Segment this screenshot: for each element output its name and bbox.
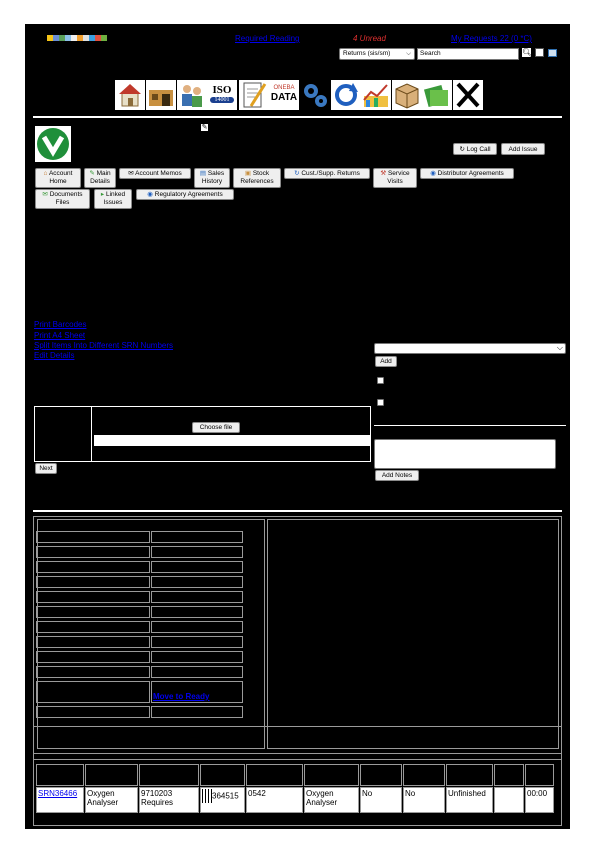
table-header-cell	[246, 764, 303, 786]
tab-icon: ↻	[294, 170, 300, 177]
detail-value-cell	[151, 636, 243, 648]
table-header-cell	[200, 764, 245, 786]
returns-select-value: Returns (sis/sm)	[343, 50, 391, 57]
tab-cust-supp-returns[interactable]	[284, 168, 370, 179]
company-logo	[35, 126, 71, 162]
tab-icon: ✉	[128, 170, 134, 177]
log-call-label: Log Call	[466, 146, 491, 153]
tab-distributor-agreements[interactable]	[420, 168, 514, 179]
detail-label-cell	[36, 591, 150, 603]
items-table-top	[33, 759, 562, 760]
tab-documents-files[interactable]	[35, 189, 90, 209]
search-icon[interactable]: 🔍︎	[522, 48, 533, 57]
tab-icon: ⚒	[380, 170, 387, 177]
home-icon[interactable]	[115, 80, 145, 110]
empty-cell	[494, 787, 524, 813]
chevron-down-icon: ⌵	[406, 50, 411, 57]
next-button[interactable]	[35, 463, 57, 474]
table-header-cell	[446, 764, 493, 786]
tab-label: Documents Files	[49, 191, 83, 206]
close-icon[interactable]	[453, 80, 483, 110]
tab-label: Linked Issues	[103, 191, 126, 206]
time-cell: 00:00	[525, 787, 554, 813]
chart-icon[interactable]	[361, 80, 391, 110]
checkbox-1[interactable]	[377, 377, 384, 384]
detail-label-cell	[36, 651, 150, 663]
add-notes-label: Add Notes	[381, 472, 413, 479]
next-label: Next	[39, 465, 53, 472]
tab-icon: ◉	[147, 191, 153, 198]
detail-value-cell	[151, 706, 243, 718]
data-label: DATA	[270, 92, 298, 103]
detail-label-cell	[36, 681, 150, 703]
table-header-cell	[403, 764, 445, 786]
notes-textarea[interactable]	[374, 439, 556, 469]
notes-divider	[374, 425, 566, 426]
settings-icon[interactable]	[300, 80, 330, 110]
tab-label: Main Details	[90, 170, 111, 185]
detail-label-cell	[36, 636, 150, 648]
upload-panel	[34, 406, 371, 462]
detail-value-cell	[151, 576, 243, 588]
tab-label: Account Home	[48, 170, 73, 185]
print-a4-sheet-link[interactable]: Print A4 Sheet	[34, 331, 86, 340]
tab-stock-references[interactable]	[233, 168, 281, 188]
srn-link[interactable]: SRN36466	[38, 789, 78, 798]
add-issue-label: Add Issue	[508, 146, 538, 153]
flag-cell-1: No	[360, 787, 402, 813]
edit-icon[interactable]: ✎	[201, 124, 208, 131]
detail-label-cell	[36, 561, 150, 573]
refresh-icon[interactable]	[331, 80, 361, 110]
tab-label: Account Memos	[135, 170, 182, 177]
log-call-button[interactable]	[453, 143, 497, 155]
table-header-cell	[85, 764, 138, 786]
returns-select[interactable]	[339, 48, 415, 60]
table-header-cell	[36, 764, 84, 786]
detail-value-cell	[151, 546, 243, 558]
detail-label-cell	[36, 621, 150, 633]
detail-label-cell	[36, 666, 150, 678]
table-header-cell	[304, 764, 359, 786]
my-requests-link[interactable]: My Requests 22 (0 *C)	[451, 34, 532, 43]
upload-divider	[91, 407, 92, 461]
oneba-data-icon[interactable]	[269, 80, 299, 110]
tab-sales-history[interactable]	[194, 168, 230, 188]
tab-service-visits[interactable]	[373, 168, 417, 188]
chevron-down-icon: ⌵	[556, 343, 563, 352]
description-cell: Oxygen Analyser	[304, 787, 359, 813]
barcode-icon	[202, 789, 212, 803]
table-header-cell	[139, 764, 199, 786]
expand-icon[interactable]	[535, 48, 544, 57]
tab-label: Sales History	[201, 170, 225, 185]
notepad-icon[interactable]	[239, 80, 269, 110]
iso-14001-icon[interactable]	[207, 80, 237, 110]
detail-value-cell	[151, 591, 243, 603]
top-divider	[33, 116, 562, 118]
tab-regulatory-agreements[interactable]	[136, 189, 234, 200]
phone-icon: ↻	[459, 146, 465, 153]
split-items-link[interactable]: Split Items Into Different SRN Numbers	[34, 341, 174, 350]
warehouse-icon[interactable]	[146, 80, 176, 110]
iso-number: 14001	[210, 97, 234, 103]
detail-label-cell	[36, 706, 150, 718]
code-cell: 9710203 Requires	[139, 787, 199, 813]
status-icons	[47, 35, 177, 43]
tab-icon: ▸	[100, 191, 105, 198]
add-issue-button[interactable]	[501, 143, 545, 155]
tab-label: Service Visits	[387, 170, 410, 185]
tab-label: Distributor Agreements	[437, 170, 504, 177]
detail-value-cell	[151, 621, 243, 633]
oneba-label: ONEBA	[273, 85, 295, 91]
tab-label: Cust./Supp. Returns	[301, 170, 360, 177]
details-right	[267, 519, 559, 749]
tab-label: Regulatory Agreements	[154, 191, 223, 198]
tab-icon: ◉	[430, 170, 436, 177]
iso-label: ISO	[212, 84, 232, 96]
detail-label-cell	[36, 576, 150, 588]
tab-icon: ✎	[89, 170, 95, 177]
tab-label: Stock References	[240, 170, 274, 185]
edit-details-link[interactable]: Edit Details	[34, 351, 75, 360]
detail-label-cell	[36, 546, 150, 558]
required-reading-link[interactable]: Required Reading	[235, 34, 300, 43]
tab-linked-issues[interactable]	[94, 189, 132, 209]
print-barcodes-link[interactable]: Print Barcodes	[34, 320, 87, 329]
checkbox-2[interactable]	[377, 399, 384, 406]
choose-file-button[interactable]	[192, 422, 240, 433]
table-header-cell	[494, 764, 524, 786]
page-frame	[25, 24, 570, 829]
tab-icon: ▤	[199, 170, 207, 177]
barcode-number: 364515	[212, 791, 239, 801]
flag-cell-2: No	[403, 787, 445, 813]
detail-value-cell	[151, 531, 243, 543]
mail-icon[interactable]	[548, 49, 557, 57]
tab-main-details[interactable]	[84, 168, 116, 188]
box-icon[interactable]	[392, 80, 422, 110]
status-cell: Unfinished	[446, 787, 493, 813]
unread-count: 4 Unread	[353, 34, 386, 43]
table-header-cell	[360, 764, 402, 786]
move-to-ready-link[interactable]: Move to Ready	[153, 692, 210, 701]
ref-cell: 0542	[246, 787, 303, 813]
choose-file-label: Choose file	[199, 424, 233, 431]
section-divider	[33, 510, 562, 512]
add-notes-button[interactable]	[375, 470, 419, 481]
detail-value-cell	[151, 666, 243, 678]
add-button[interactable]	[375, 356, 397, 367]
product-cell: Oxygen Analyser	[85, 787, 138, 813]
tab-icon: ✉	[42, 191, 48, 198]
detail-label-cell	[36, 606, 150, 618]
category-select[interactable]	[374, 343, 566, 354]
search-input[interactable]	[417, 48, 519, 60]
books-icon[interactable]	[422, 80, 452, 110]
srn-cell	[36, 787, 84, 813]
tab-icon: ▣	[244, 170, 252, 177]
search-placeholder: Search	[420, 50, 441, 57]
detail-value-cell	[151, 651, 243, 663]
detail-value-cell	[151, 561, 243, 573]
tab-icon: ⌂	[43, 170, 48, 177]
detail-label-cell	[36, 531, 150, 543]
table-header-cell	[525, 764, 554, 786]
tab-account-home[interactable]	[35, 168, 81, 188]
barcode-cell	[200, 787, 245, 813]
file-name-field	[94, 435, 370, 446]
users-icon[interactable]	[177, 80, 207, 110]
add-label: Add	[380, 358, 392, 365]
detail-value-cell	[151, 606, 243, 618]
tab-account-memos[interactable]	[119, 168, 191, 179]
